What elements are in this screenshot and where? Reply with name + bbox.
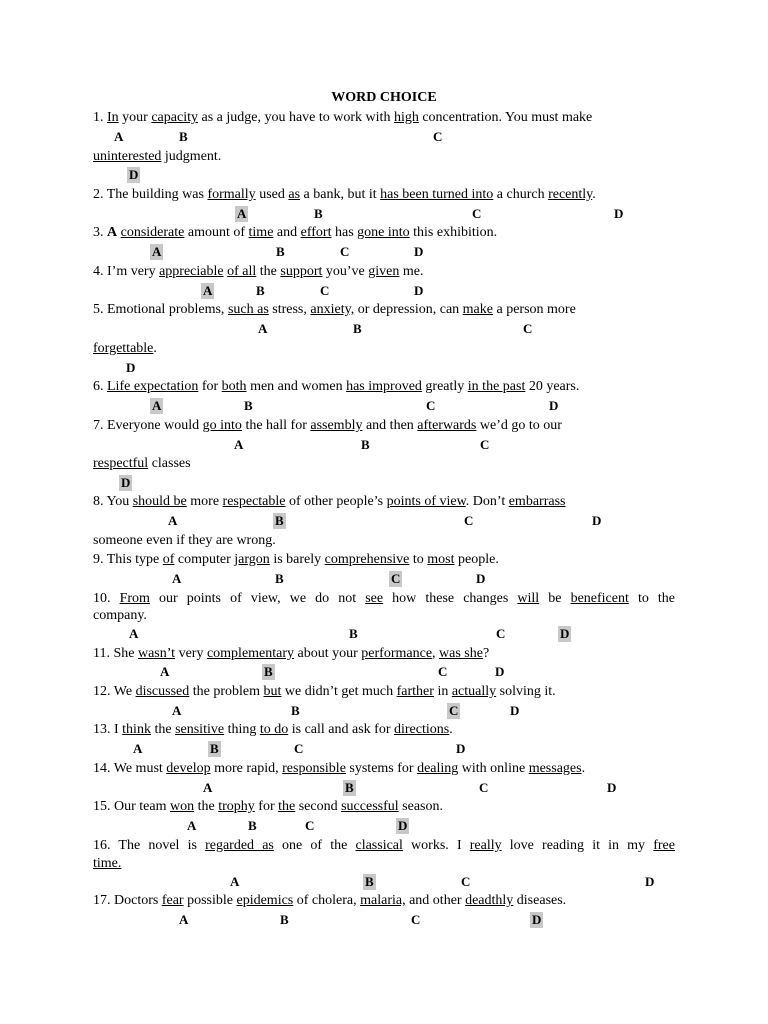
question-text: be [539, 591, 571, 606]
underlined-option: should be [132, 494, 187, 509]
underlined-option: was she [439, 646, 483, 661]
option-label-a: A [133, 741, 143, 756]
question-text: 5. Emotional problems, [93, 302, 228, 317]
underlined-option: formally [207, 187, 256, 202]
underlined-option: given [368, 264, 400, 279]
underlined-option: of [162, 552, 175, 567]
question-text: of other people’s [285, 494, 387, 509]
underlined-option: classical [355, 838, 403, 853]
underlined-option: anxiety, [310, 302, 355, 317]
question-text: . [449, 722, 453, 737]
option-label-a-highlighted: A [152, 398, 162, 413]
underlined-option: messages [528, 761, 582, 776]
question-6-line-1 [93, 378, 579, 396]
option-label-b: B [244, 398, 253, 413]
underlined-option: deadthly [465, 893, 514, 908]
option-label-b-highlighted: B [210, 741, 219, 756]
question-14-line-1 [93, 760, 585, 778]
question-text: 3. [93, 225, 107, 240]
underlined-option: make [462, 302, 493, 317]
option-label-d: D [645, 874, 655, 889]
question-text: this exhibition. [409, 225, 498, 240]
question-text: the [256, 264, 281, 279]
question-text: people. [454, 552, 499, 567]
question-text: a church [493, 187, 549, 202]
option-label-c-highlighted: C [449, 703, 459, 718]
option-label-b-highlighted: B [345, 780, 354, 795]
option-label-d: D [549, 398, 559, 413]
option-label-c: C [294, 741, 304, 756]
question-text: 15. Our team [93, 799, 170, 814]
question-text: the [194, 799, 219, 814]
option-label-b: B [179, 129, 188, 144]
question-text: or depression, can [354, 302, 463, 317]
question-10-line-1 [93, 590, 675, 608]
underlined-option: malaria, [360, 893, 406, 908]
option-label-d: D [607, 780, 617, 795]
underlined-option: beneficent [570, 591, 629, 606]
underlined-option: sensitive [175, 722, 225, 737]
underlined-option: directions [393, 722, 450, 737]
question-13-line-1 [93, 721, 453, 739]
question-5-line-1 [93, 301, 576, 319]
question-4-line-1 [93, 263, 423, 281]
option-label-a-highlighted: A [203, 283, 213, 298]
option-label-a: A [187, 818, 197, 833]
underlined-option: jargon [234, 552, 270, 567]
underlined-option: actually [451, 684, 497, 699]
question-text: ? [482, 646, 490, 661]
option-label-b: B [276, 244, 285, 259]
question-text: 14. We must [93, 761, 167, 776]
question-text: 11. She [93, 646, 138, 661]
question-text: and [273, 225, 301, 240]
question-text: for [254, 799, 279, 814]
underlined-option: respectable [222, 494, 286, 509]
option-label-b: B [280, 912, 289, 927]
option-label-b: B [291, 703, 300, 718]
question-text: concentration. You must make [418, 110, 593, 125]
underlined-option: most [427, 552, 455, 567]
question-text: amount of [184, 225, 249, 240]
question-9-line-1 [93, 551, 499, 569]
question-text: 4. I’m very [93, 264, 160, 279]
underlined-option: fear [161, 893, 184, 908]
option-label-d-highlighted: D [129, 167, 139, 182]
question-7-line-1 [93, 417, 562, 435]
option-label-d: D [495, 664, 505, 679]
question-1-line-1 [93, 109, 592, 127]
question-text: 10. [93, 591, 120, 606]
underlined-option: considerate [120, 225, 185, 240]
question-text: and then [362, 418, 418, 433]
underlined-option: recently [548, 187, 593, 202]
question-text: is call and ask for [288, 722, 394, 737]
question-text: judgment. [161, 149, 222, 164]
option-label-d: D [126, 360, 136, 375]
option-label-c: C [438, 664, 448, 679]
underlined-option: assembly [310, 418, 363, 433]
question-12-line-1 [93, 683, 556, 701]
underlined-option: From [119, 591, 150, 606]
option-label-c: C [479, 780, 489, 795]
question-text: our points of view, we do not [149, 591, 366, 606]
question-text: 8. You [93, 494, 133, 509]
question-text: computer [174, 552, 235, 567]
option-label-c: C [426, 398, 436, 413]
option-label-a: A [114, 129, 124, 144]
bold-text: A [107, 225, 118, 240]
underlined-option: time. [93, 856, 122, 871]
option-label-d-highlighted: D [532, 912, 542, 927]
option-label-b: B [256, 283, 265, 298]
question-text: and other [405, 893, 466, 908]
underlined-option: see [365, 591, 384, 606]
option-label-b-highlighted: B [275, 513, 284, 528]
question-text: diseases. [513, 893, 567, 908]
underlined-option: forgettable [93, 341, 154, 356]
underlined-option: embarrass [508, 494, 566, 509]
question-text: 2. The building was [93, 187, 208, 202]
underlined-option: performance [361, 646, 433, 661]
underlined-option: respectful [93, 456, 149, 471]
underlined-option: such as [227, 302, 269, 317]
underlined-option: appreciable [159, 264, 224, 279]
underlined-option: develop [166, 761, 211, 776]
question-text: as a judge, you have to work with [197, 110, 394, 125]
question-5-line-2 [93, 340, 157, 358]
question-16-line-2 [93, 855, 121, 873]
underlined-option: won [169, 799, 195, 814]
underlined-option: high [393, 110, 419, 125]
question-text: . Don’t [465, 494, 509, 509]
option-label-b-highlighted: B [365, 874, 374, 889]
question-10-line-2 [93, 607, 147, 625]
option-label-c: C [411, 912, 421, 927]
underlined-option: has been turned into [380, 187, 494, 202]
underlined-option: think [122, 722, 151, 737]
option-label-c: C [472, 206, 482, 221]
option-label-a: A [172, 703, 182, 718]
question-text: me. [399, 264, 424, 279]
option-label-d-highlighted: D [560, 626, 570, 641]
question-text: 6. [93, 379, 107, 394]
option-label-b: B [248, 818, 257, 833]
question-text: . [592, 187, 596, 202]
option-label-c: C [320, 283, 330, 298]
question-17-line-1 [93, 892, 566, 910]
option-label-b: B [314, 206, 323, 221]
underlined-option: really [469, 838, 502, 853]
question-text: for [198, 379, 222, 394]
option-label-b: B [349, 626, 358, 641]
question-8-line-2 [93, 532, 276, 550]
option-label-a: A [179, 912, 189, 927]
option-label-a: A [234, 437, 244, 452]
question-text: men and women [246, 379, 347, 394]
question-text: 13. I [93, 722, 123, 737]
question-text: solving it. [496, 684, 556, 699]
underlined-option: uninterested [93, 149, 162, 164]
option-label-c: C [340, 244, 350, 259]
question-text: your [118, 110, 152, 125]
question-text: is barely [269, 552, 325, 567]
underlined-option: effort [300, 225, 332, 240]
underlined-option: discussed [135, 684, 190, 699]
question-2-line-1 [93, 186, 596, 204]
option-label-c: C [305, 818, 315, 833]
underlined-option: afterwards [417, 418, 477, 433]
underlined-option: the [278, 799, 296, 814]
question-text: the hall for [241, 418, 311, 433]
question-text: possible [183, 893, 237, 908]
underlined-option: has improved [346, 379, 422, 394]
question-text: 1. [93, 110, 107, 125]
question-text: thing [224, 722, 260, 737]
question-text: classes [148, 456, 191, 471]
option-label-d: D [414, 283, 424, 298]
question-text: you’ve [322, 264, 369, 279]
question-text: we didn’t get much [281, 684, 397, 699]
question-text: a bank, but it [300, 187, 381, 202]
option-label-a: A [258, 321, 268, 336]
option-label-a: A [230, 874, 240, 889]
question-text: 17. Doctors [93, 893, 162, 908]
question-text: 16. The novel is [93, 838, 206, 853]
option-label-d-highlighted: D [121, 475, 131, 490]
underlined-option: go into [202, 418, 242, 433]
question-text: the [150, 722, 176, 737]
option-label-c: C [480, 437, 490, 452]
question-text: 7. Everyone would [93, 418, 203, 433]
question-text: someone even if they are wrong. [93, 533, 276, 548]
underlined-option: gone into [357, 225, 410, 240]
question-text: , [432, 646, 440, 661]
option-label-a: A [172, 571, 182, 586]
question-text: company. [93, 608, 147, 623]
underlined-option: comprehensive [324, 552, 410, 567]
option-label-c: C [461, 874, 471, 889]
question-text: more [186, 494, 223, 509]
question-text: we’d go to our [476, 418, 562, 433]
question-text: 20 years. [525, 379, 580, 394]
option-label-c: C [496, 626, 506, 641]
question-text: to the [628, 591, 676, 606]
underlined-option: responsible [282, 761, 346, 776]
question-text: of cholera, [293, 893, 361, 908]
underlined-option: capacity [151, 110, 198, 125]
option-label-d: D [592, 513, 602, 528]
underlined-option: in the past [467, 379, 526, 394]
question-text: very [175, 646, 207, 661]
underlined-option: free [653, 838, 675, 853]
option-label-b: B [353, 321, 362, 336]
underlined-option: support [280, 264, 323, 279]
underlined-option: but [263, 684, 282, 699]
option-label-a: A [203, 780, 213, 795]
question-text: has [331, 225, 358, 240]
underlined-option: both [221, 379, 247, 394]
question-text: 12. We [93, 684, 136, 699]
question-1-line-2 [93, 148, 221, 166]
underlined-option: trophy [218, 799, 255, 814]
question-text: to [409, 552, 428, 567]
question-8-line-1 [93, 493, 565, 511]
question-text: stress, [268, 302, 311, 317]
option-label-d: D [414, 244, 424, 259]
underlined-option: regarded as [205, 838, 274, 853]
underlined-option: time [248, 225, 274, 240]
question-text: 9. This type [93, 552, 163, 567]
option-label-c: C [464, 513, 474, 528]
underlined-option: points of view [386, 494, 466, 509]
option-label-d: D [614, 206, 624, 221]
question-11-line-1 [93, 645, 489, 663]
underlined-option: In [107, 110, 119, 125]
question-text: in [433, 684, 452, 699]
underlined-option: epidemics [236, 893, 294, 908]
question-text: love reading it in my [501, 838, 654, 853]
question-text: with online [458, 761, 529, 776]
option-label-a-highlighted: A [237, 206, 247, 221]
question-text: works. I [402, 838, 470, 853]
option-label-c: C [523, 321, 533, 336]
option-label-d: D [510, 703, 520, 718]
option-label-a: A [168, 513, 178, 528]
question-7-line-2 [93, 455, 191, 473]
question-3-line-1 [93, 224, 497, 242]
question-text: one of the [273, 838, 356, 853]
question-15-line-1 [93, 798, 443, 816]
underlined-option: dealing [417, 761, 459, 776]
underlined-option: wasn’t [137, 646, 176, 661]
option-label-a-highlighted: A [152, 244, 162, 259]
question-text: how these changes [383, 591, 518, 606]
underlined-option: successful [341, 799, 399, 814]
question-16-line-1 [93, 837, 675, 855]
option-label-d-highlighted: D [398, 818, 408, 833]
option-label-a: A [129, 626, 139, 641]
question-text: more rapid, [210, 761, 283, 776]
underlined-option: of all [227, 264, 257, 279]
question-text: about your [294, 646, 362, 661]
question-text: . [581, 761, 586, 776]
option-label-c: C [433, 129, 443, 144]
question-text: the problem [189, 684, 264, 699]
option-label-d: D [476, 571, 486, 586]
question-text: systems for [345, 761, 418, 776]
option-label-b: B [275, 571, 284, 586]
question-text: a person more [493, 302, 576, 317]
question-text: greatly [421, 379, 468, 394]
underlined-option: Life expectation [107, 379, 199, 394]
question-text: used [255, 187, 289, 202]
underlined-option: to do [259, 722, 289, 737]
page-title: WORD CHOICE [331, 90, 437, 105]
option-label-c-highlighted: C [391, 571, 401, 586]
question-text: second [295, 799, 342, 814]
underlined-option: as [288, 187, 301, 202]
underlined-option: will [517, 591, 540, 606]
option-label-a: A [160, 664, 170, 679]
question-text: . [153, 341, 157, 356]
option-label-b-highlighted: B [264, 664, 273, 679]
option-label-d: D [456, 741, 466, 756]
option-label-b: B [361, 437, 370, 452]
question-text: season. [398, 799, 443, 814]
underlined-option: farther [396, 684, 434, 699]
underlined-option: complementary [206, 646, 295, 661]
